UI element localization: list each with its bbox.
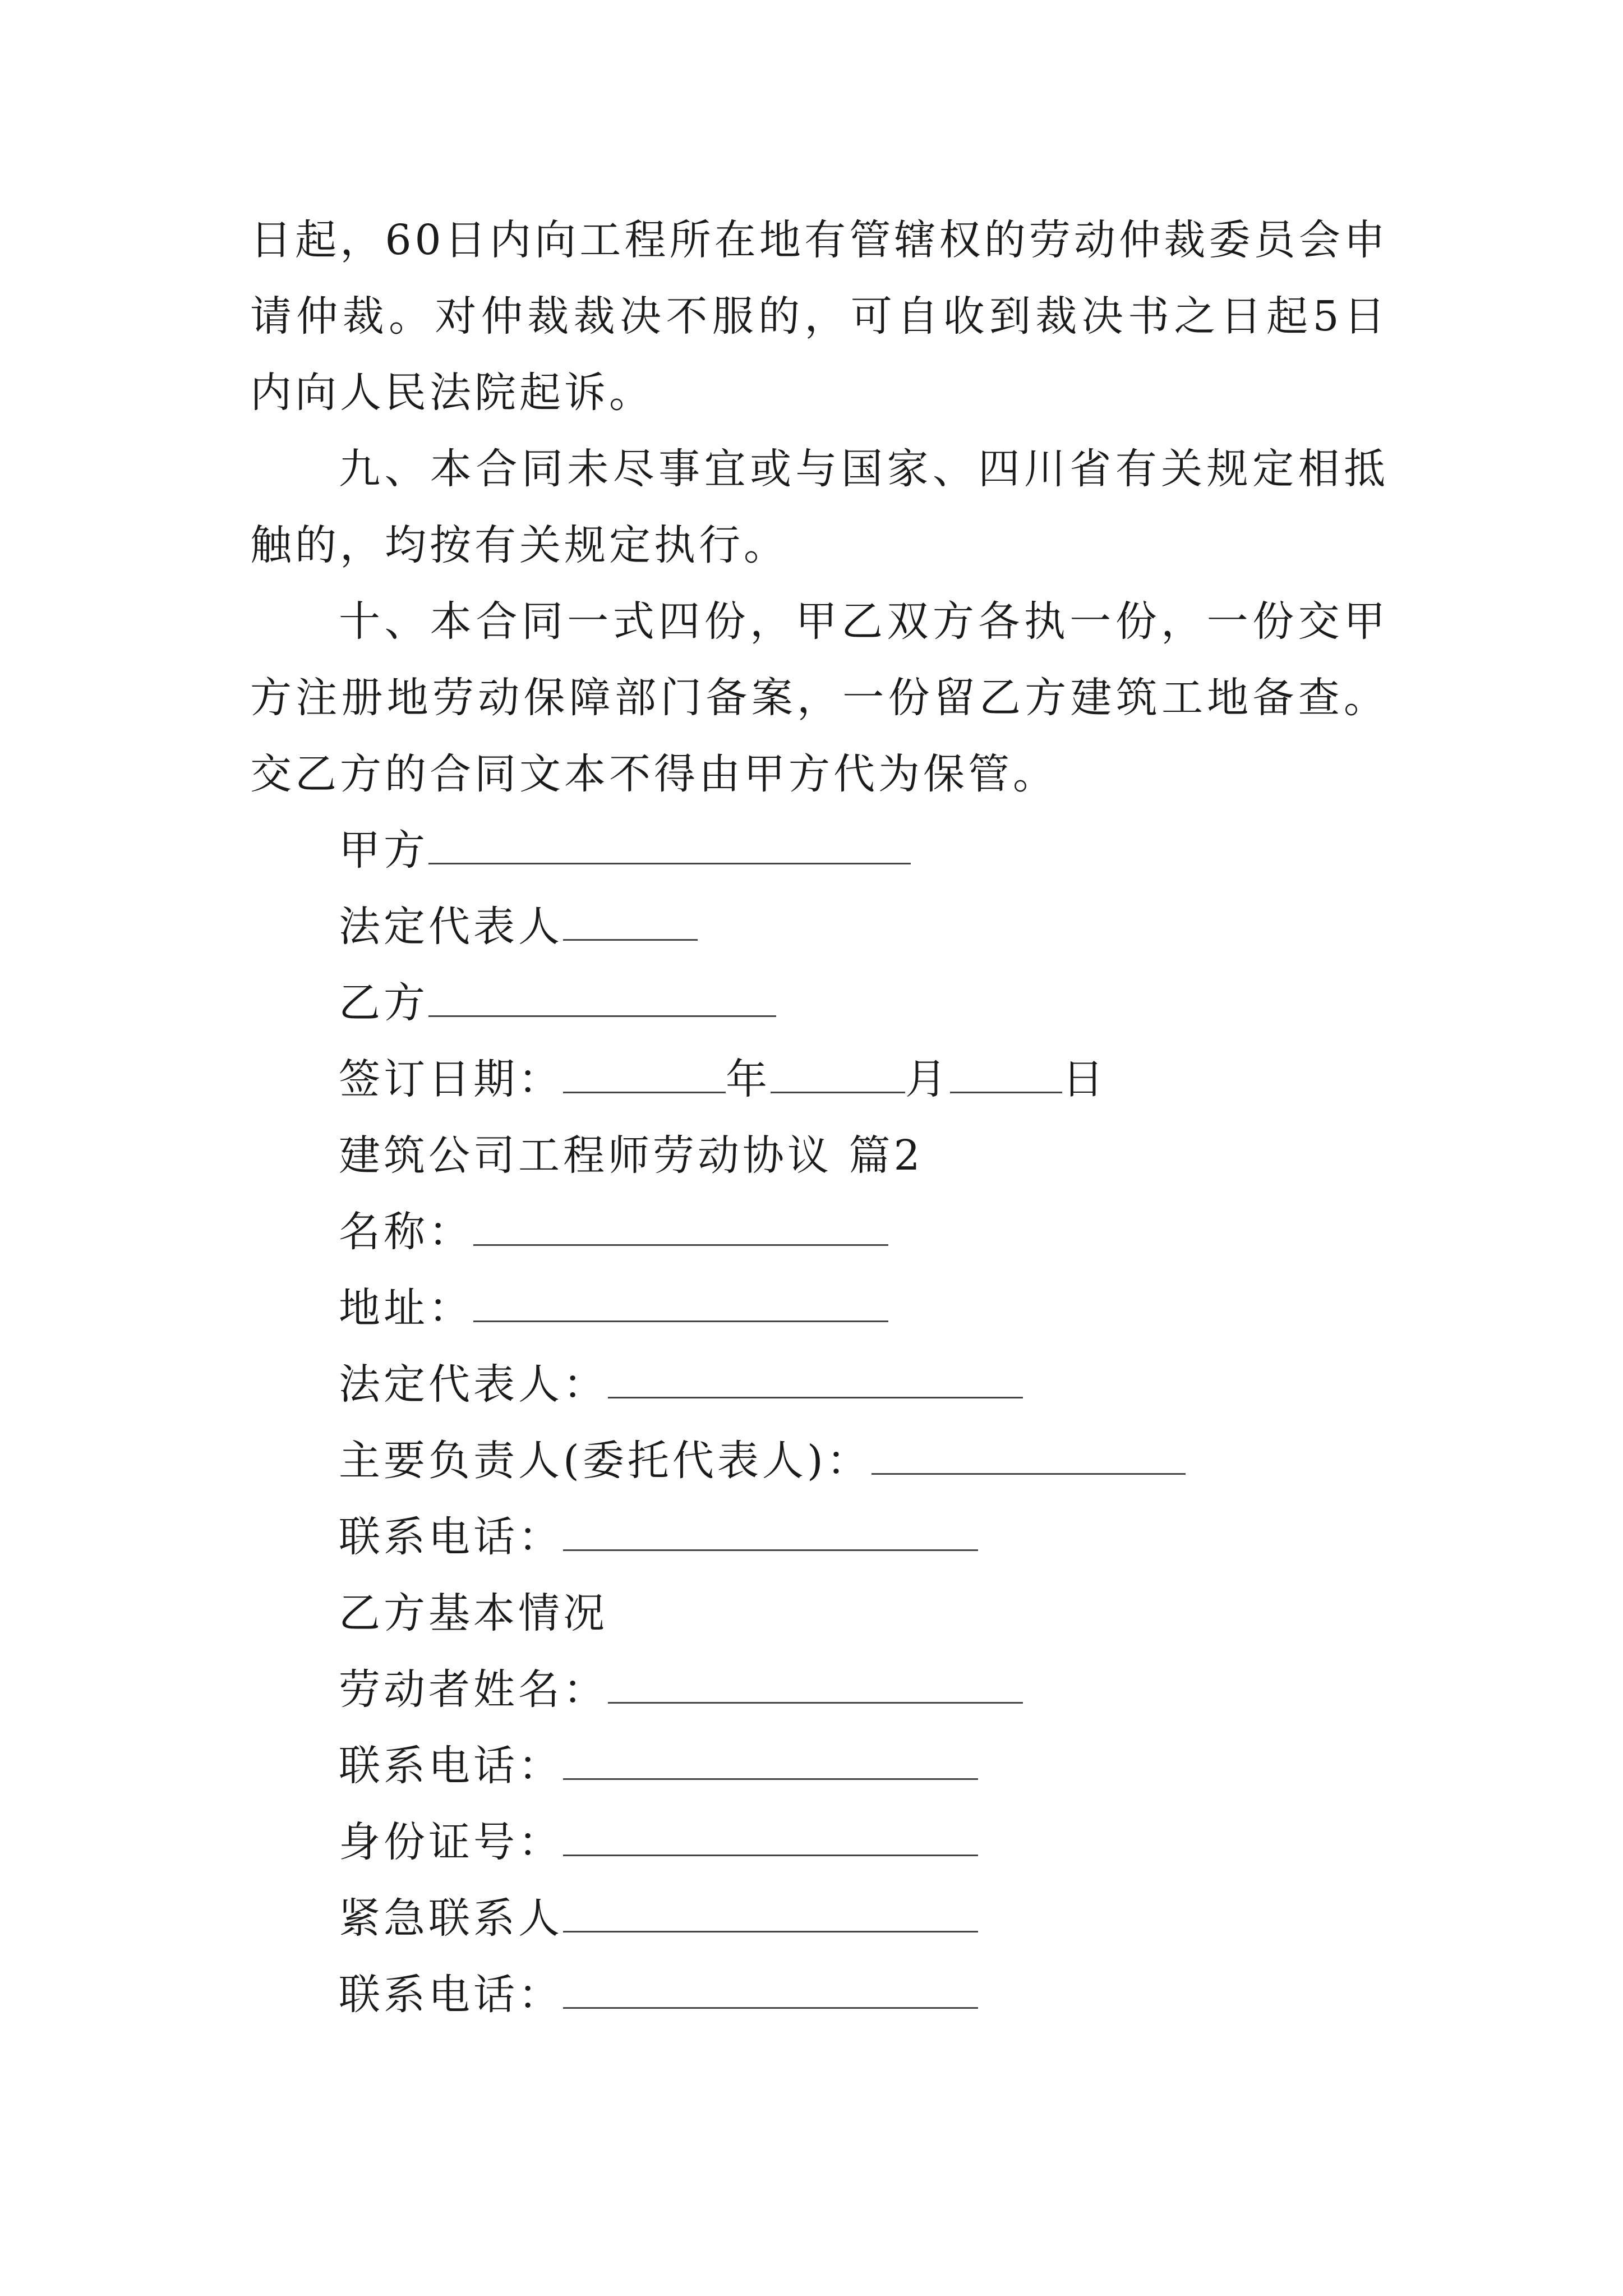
emergency-contact-label: 紧急联系人 [339,1894,563,1943]
name-blank [473,1211,888,1246]
phone-label: 联系电话： [339,1513,563,1561]
worker-name-line [339,1651,1023,1728]
paragraph-arbitration: 日起，60日内向工程所在地有管辖权的劳动仲裁委员会申请仲裁。对仲裁裁决不服的，可自收到裁决书之日起5日内向人民法院起诉。 [250,216,1389,417]
section2-title: 建筑公司工程师劳动协议 篇2 [339,1131,924,1180]
name-line [339,1194,888,1270]
emergency-phone-line [339,1957,978,2033]
legal-rep2-blank [608,1363,1023,1398]
id-number-line [339,1804,978,1880]
address-label: 地址： [339,1284,473,1332]
party-a-blank [428,829,911,864]
principal-blank [872,1439,1186,1475]
emergency-phone-blank [563,1973,978,2009]
worker-name-label: 劳动者姓名： [339,1665,608,1714]
principal-label: 主要负责人(委托代表人)： [339,1437,872,1485]
party-b-line [339,965,776,1041]
year-label: 年 [726,1055,771,1103]
name-label: 名称： [339,1208,473,1256]
principal-line [339,1423,1186,1499]
legal-rep-blank [563,905,698,941]
day-label: 日 [1062,1055,1107,1103]
emergency-phone-label: 联系电话： [339,1971,563,2019]
legal-rep2-line [339,1346,1023,1423]
month-label: 月 [905,1055,950,1103]
legal-rep2-label: 法定代表人： [339,1360,608,1409]
id-number-blank [563,1821,978,1856]
emergency-contact-line [339,1880,978,1957]
address-line [339,1270,888,1346]
paragraph-clause-9: 九、本合同未尽事宜或与国家、四川省有关规定相抵触的，均按有关规定执行。 [250,445,1389,569]
sign-date-label: 签订日期： [339,1055,563,1103]
worker-phone-line [339,1728,978,1804]
phone-blank [563,1516,978,1551]
day-blank [950,1058,1062,1093]
party-b-info-heading: 乙方基本情况 [339,1589,608,1637]
paragraph-clause-10: 十、本合同一式四份，甲乙双方各执一份，一份交甲方注册地劳动保障部门备案，一份留乙方建筑工地备查。交乙方的合同文本不得由甲方代为保管。 [250,597,1389,798]
party-a-line [339,812,911,889]
party-b-label: 乙方 [339,979,428,1027]
worker-phone-label: 联系电话： [339,1742,563,1790]
sign-date-line [339,1041,1107,1117]
emergency-contact-blank [563,1897,978,1932]
party-b-blank [428,982,776,1017]
month-blank [771,1058,905,1093]
id-number-label: 身份证号： [339,1818,563,1866]
worker-name-blank [608,1668,1023,1704]
party-a-label: 甲方 [339,826,428,875]
phone-line [339,1499,978,1575]
worker-phone-blank [563,1745,978,1780]
legal-rep-line [339,889,698,965]
address-blank [473,1287,888,1322]
year-blank [563,1058,726,1093]
legal-rep-label: 法定代表人 [339,903,563,951]
